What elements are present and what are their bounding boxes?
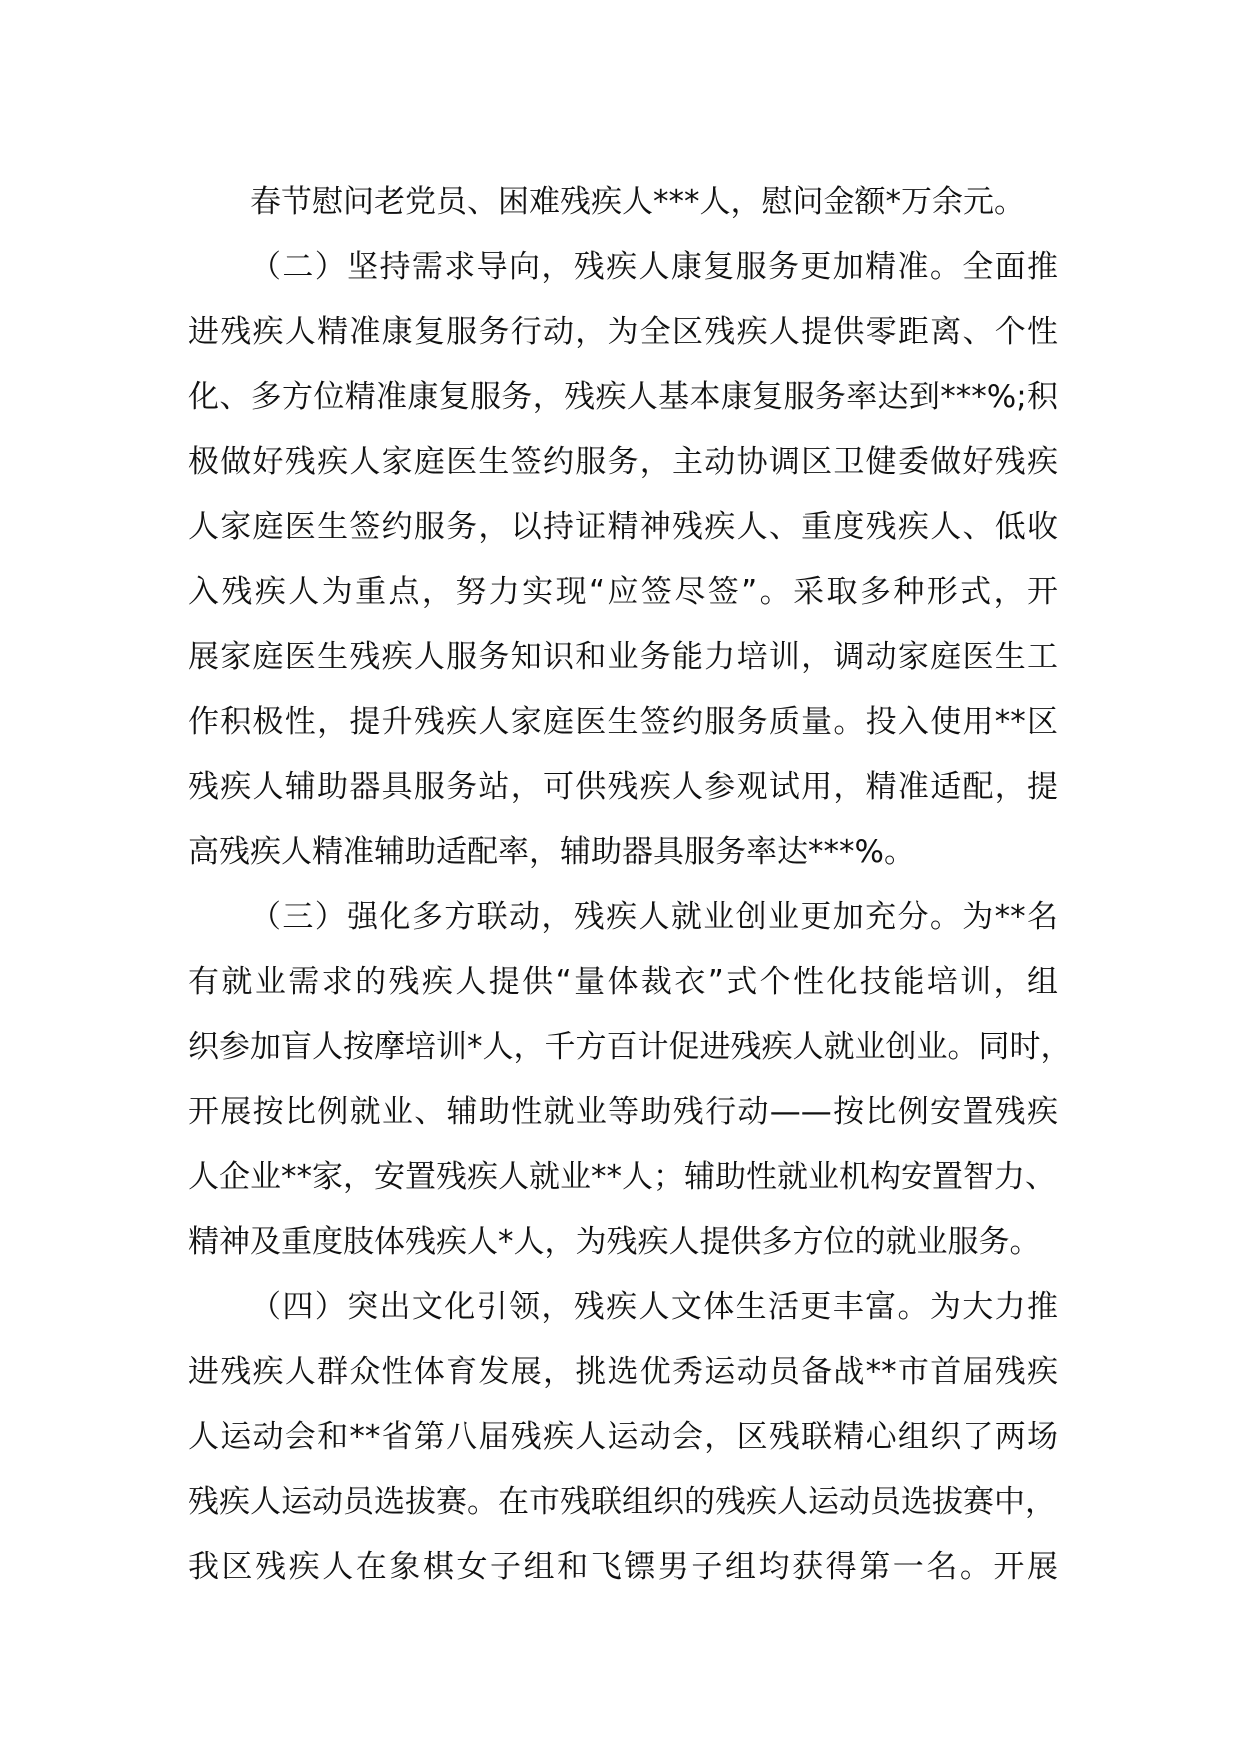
text-line: 春节慰问老党员、困难残疾人***人，慰问金额*万余元。 [250,184,1025,220]
text-line: 作积极性，提升残疾人家庭医生签约服务质量。投入使用**区 [188,704,1058,740]
text-line: 残疾人辅助器具服务站，可供残疾人参观试用，精准适配，提 [188,769,1058,805]
section-heading-line: （二）坚持需求导向，残疾人康复服务更加精准。全面推 [250,249,1058,285]
text-line: 化、多方位精准康复服务，残疾人基本康复服务率达到***%;积 [188,379,1058,415]
text-line: 织参加盲人按摩培训*人，千方百计促进残疾人就业创业。同时， [188,1029,1072,1065]
text-line: 人家庭医生签约服务，以持证精神残疾人、重度残疾人、低收 [188,509,1058,545]
text-line: 极做好残疾人家庭医生签约服务，主动协调区卫健委做好残疾 [188,444,1058,480]
text-line: 人运动会和**省第八届残疾人运动会，区残联精心组织了两场 [188,1419,1058,1455]
text-line: 我区残疾人在象棋女子组和飞镖男子组均获得第一名。开展 [188,1549,1058,1585]
section-heading-line: （三）强化多方联动，残疾人就业创业更加充分。为**名 [250,899,1058,935]
text-line: 残疾人运动员选拔赛。在市残联组织的残疾人运动员选拔赛中， [188,1484,1056,1520]
paragraph-culture-sports [188,1275,1058,1600]
text-line: 进残疾人群众性体育发展，挑选优秀运动员备战**市首届残疾 [188,1354,1058,1390]
text-line: 开展按比例就业、辅助性就业等助残行动——按比例安置残疾 [188,1094,1058,1130]
text-line: 人企业**家，安置残疾人就业**人；辅助性就业机构安置智力、 [188,1159,1056,1195]
text-line: 展家庭医生残疾人服务知识和业务能力培训，调动家庭医生工 [188,639,1058,675]
paragraph-rehabilitation [188,235,1058,885]
text-line: 进残疾人精准康复服务行动，为全区残疾人提供零距离、个性 [188,314,1058,350]
text-line: 入残疾人为重点，努力实现“应签尽签”。采取多种形式，开 [188,574,1058,610]
text-line: 有就业需求的残疾人提供“量体裁衣”式个性化技能培训，组 [188,964,1058,1000]
body-text [188,170,1072,1600]
text-line: 精神及重度肢体残疾人*人，为残疾人提供多方位的就业服务。 [188,1224,1041,1260]
paragraph-consolation [188,170,1058,235]
paragraph-employment [188,885,1072,1275]
text-line: 高残疾人精准辅助适配率，辅助器具服务率达***%。 [188,834,915,870]
section-heading-line: （四）突出文化引领，残疾人文体生活更丰富。为大力推 [250,1289,1058,1325]
